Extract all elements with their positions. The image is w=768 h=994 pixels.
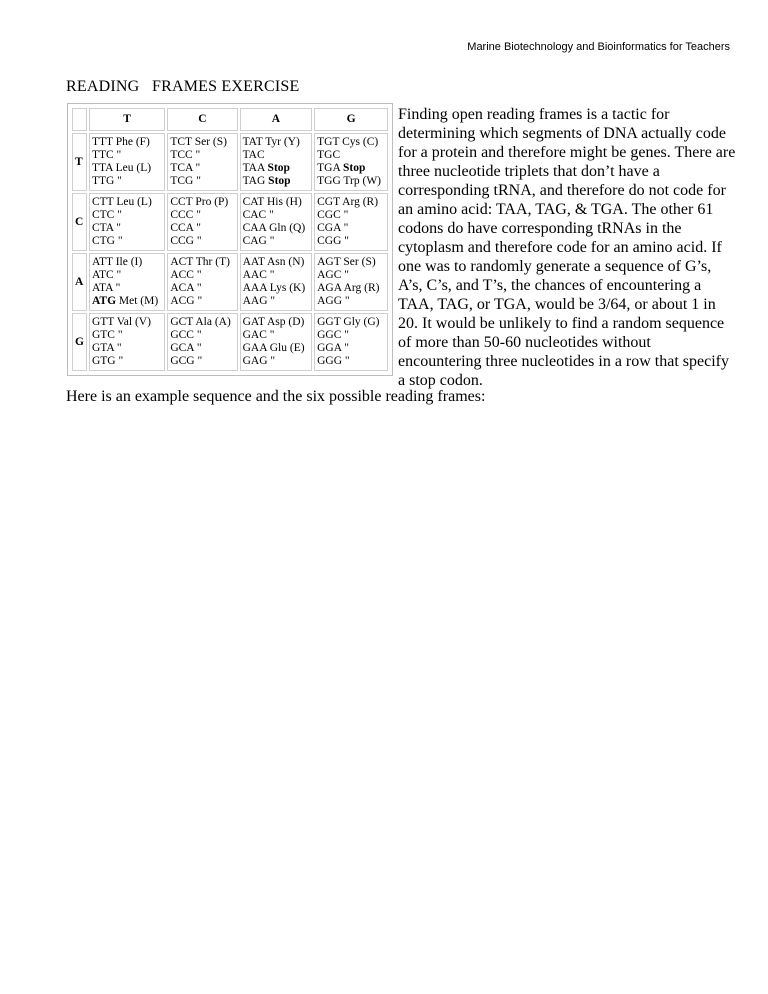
codon-entry (243, 222, 310, 235)
codon-text: CCA " (170, 222, 201, 234)
codon-table-row (72, 313, 388, 371)
codon-text: ACG " (170, 295, 203, 307)
codon-text: GAA Glu (E) (242, 342, 305, 354)
codon-text: Met (M) (116, 295, 159, 307)
codon-text: CCT Pro (P) (170, 196, 229, 208)
codon-entry (92, 162, 162, 175)
codon-text: TGG Trp (W) (317, 175, 381, 187)
codon-text: CAG " (242, 235, 275, 247)
codon-text: GCT Ala (A) (170, 316, 231, 328)
codon-table (70, 106, 390, 373)
column-header: T (89, 108, 165, 131)
codon-text: GCG " (170, 355, 203, 367)
codon-text: ATC " (91, 269, 122, 281)
codon-cell (240, 313, 313, 371)
codon-text: TAC (242, 149, 265, 161)
codon-entry (170, 235, 234, 248)
codon-text: GGT Gly (G) (317, 316, 380, 328)
codon-table-container (67, 103, 393, 376)
row-header: T (72, 133, 87, 191)
intro-paragraph: Finding open reading frames is a tactic for determining which segments of DNA actually code for a protein and therefore might be genes. There are three nucleotide triplets that don’t have a corresponding tRNA, and therefore do not code for an amino acid: TAA, TAG, & TGA. The other 61 codons do have corresponding tRNAs in the cytoplasm and therefore code for an amino acid. If one was to randomly generate a sequence of G’s, A’s, C’s, and T’s, the chances of encountering a TAA, TAG, or TGA, would be 3/64, or about 1 in 20. It would be unlikely to find a random sequence of more than 50-60 nucleotides without encountering three nucleotides in a row that specify a stop codon. (398, 106, 736, 389)
codon-entry (243, 162, 310, 175)
codon-text: AAA Lys (K) (242, 282, 306, 294)
codon-entry (92, 235, 162, 248)
codon-entry (170, 162, 234, 175)
row-header: G (72, 313, 87, 371)
codon-text: ATT Ile (I) (91, 256, 143, 268)
codon-entry (170, 196, 234, 209)
codon-cell (167, 193, 237, 251)
column-header: G (314, 108, 388, 131)
codon-entry (92, 196, 162, 209)
codon-entry (317, 269, 385, 282)
codon-text: GAT Asp (D) (242, 316, 305, 328)
codon-entry (243, 295, 310, 308)
example-paragraph: Here is an example sequence and the six possible reading frames: (66, 388, 486, 405)
row-header: C (72, 193, 87, 251)
codon-entry (243, 175, 310, 188)
codon-entry (170, 329, 234, 342)
codon-text: CAT His (H) (242, 196, 302, 208)
codon-cell (314, 193, 388, 251)
codon-entry (317, 329, 385, 342)
codon-entry (170, 222, 234, 235)
codon-text: GCA " (170, 342, 202, 354)
start-codon-label: ATG (91, 295, 117, 307)
codon-entry (317, 175, 385, 188)
codon-text: AGA Arg (R) (317, 282, 380, 294)
codon-text: GAG " (242, 355, 276, 367)
codon-cell (240, 193, 313, 251)
codon-cell (314, 313, 388, 371)
codon-text: AGG " (317, 295, 350, 307)
codon-text: TGT Cys (C) (317, 136, 379, 148)
codon-cell (240, 253, 313, 311)
codon-entry (92, 329, 162, 342)
codon-text: CGA " (317, 222, 349, 234)
codon-text: AAT Asn (N) (242, 256, 305, 268)
codon-entry (317, 295, 385, 308)
codon-entry (243, 342, 310, 355)
codon-entry (170, 256, 234, 269)
codon-table-row (72, 193, 388, 251)
codon-entry (243, 269, 310, 282)
stop-label: Stop (268, 175, 291, 187)
codon-entry (317, 196, 385, 209)
column-header: C (167, 108, 237, 131)
codon-text: TTG " (91, 175, 122, 187)
codon-cell (89, 193, 165, 251)
codon-text: ACC " (170, 269, 202, 281)
codon-entry (317, 149, 385, 162)
codon-entry (317, 162, 385, 175)
codon-text: TCC " (170, 149, 201, 161)
codon-entry (170, 342, 234, 355)
codon-cell (167, 313, 237, 371)
codon-entry (243, 329, 310, 342)
codon-text: AGT Ser (S) (317, 256, 376, 268)
codon-text: CAC " (242, 209, 274, 221)
stop-label: Stop (267, 162, 290, 174)
codon-text: TTT Phe (F) (91, 136, 150, 148)
codon-entry (92, 222, 162, 235)
codon-entry (170, 149, 234, 162)
codon-table-header-row (72, 108, 388, 131)
codon-entry (170, 136, 234, 149)
codon-text: TGC (317, 149, 341, 161)
codon-entry (170, 295, 234, 308)
codon-entry (243, 209, 310, 222)
codon-text: CTA " (91, 222, 121, 234)
codon-text: CGC " (317, 209, 349, 221)
codon-text: GTT Val (V) (91, 316, 151, 328)
codon-entry (92, 256, 162, 269)
codon-entry (92, 175, 162, 188)
codon-entry (92, 342, 162, 355)
codon-entry (317, 342, 385, 355)
codon-entry (92, 316, 162, 329)
codon-cell (89, 313, 165, 371)
stop-label: Stop (342, 162, 366, 174)
codon-entry (243, 235, 310, 248)
codon-entry (317, 235, 385, 248)
codon-entry (243, 355, 310, 368)
codon-text: GTA " (91, 342, 122, 354)
codon-text: CAA Gln (Q) (242, 222, 306, 234)
codon-entry (92, 149, 162, 162)
codon-text: TAT Tyr (Y) (242, 136, 300, 148)
codon-entry (92, 269, 162, 282)
codon-entry (92, 282, 162, 295)
codon-entry (170, 355, 234, 368)
codon-text: CTT Leu (L) (91, 196, 152, 208)
codon-text: TCG " (170, 175, 201, 187)
codon-text: GGG " (317, 355, 350, 367)
codon-cell (89, 133, 165, 191)
codon-text: AAG " (242, 295, 276, 307)
codon-cell (314, 133, 388, 191)
codon-text: ACT Thr (T) (170, 256, 230, 268)
codon-cell (167, 253, 237, 311)
codon-text: GAC " (242, 329, 275, 341)
codon-text: CGT Arg (R) (317, 196, 379, 208)
codon-cell (167, 133, 237, 191)
codon-text: AAC " (242, 269, 275, 281)
row-header: A (72, 253, 87, 311)
codon-text: TGA (317, 162, 343, 174)
codon-text: TAG (242, 175, 269, 187)
codon-entry (317, 209, 385, 222)
codon-text: GCC " (170, 329, 202, 341)
codon-text: GTG " (91, 355, 124, 367)
codon-entry (92, 355, 162, 368)
codon-text: GGC " (317, 329, 349, 341)
codon-text: CTC " (91, 209, 122, 221)
codon-entry (170, 175, 234, 188)
codon-entry (170, 316, 234, 329)
codon-cell (89, 253, 165, 311)
codon-text: CCG " (170, 235, 202, 247)
codon-entry (243, 196, 310, 209)
codon-cell (314, 253, 388, 311)
codon-entry (243, 136, 310, 149)
codon-text: ACA " (170, 282, 202, 294)
codon-entry (317, 222, 385, 235)
codon-entry (317, 256, 385, 269)
codon-entry (170, 282, 234, 295)
codon-text: GGA " (317, 342, 349, 354)
codon-entry (170, 269, 234, 282)
codon-entry (243, 282, 310, 295)
codon-entry (92, 295, 162, 308)
codon-text: TAA (242, 162, 268, 174)
page-header: Marine Biotechnology and Bioinformatics for Teachers (467, 41, 730, 53)
codon-entry (317, 136, 385, 149)
column-header: A (240, 108, 313, 131)
codon-text: GTC " (91, 329, 123, 341)
codon-entry (317, 355, 385, 368)
codon-text: CTG " (91, 235, 123, 247)
codon-text: TTC " (91, 149, 122, 161)
codon-table-row (72, 253, 388, 311)
codon-text: ATA " (91, 282, 121, 294)
codon-entry (92, 136, 162, 149)
codon-entry (243, 316, 310, 329)
page-title: READING FRAMES EXERCISE (66, 78, 300, 95)
codon-entry (92, 209, 162, 222)
codon-text: CCC " (170, 209, 201, 221)
codon-table-corner (72, 108, 87, 131)
codon-text: TTA Leu (L) (91, 162, 152, 174)
codon-entry (243, 256, 310, 269)
codon-text: TCA " (170, 162, 201, 174)
codon-text: TCT Ser (S) (170, 136, 227, 148)
codon-text: AGC " (317, 269, 349, 281)
codon-table-row (72, 133, 388, 191)
codon-cell (240, 133, 313, 191)
codon-entry (170, 209, 234, 222)
codon-entry (243, 149, 310, 162)
codon-text: CGG " (317, 235, 349, 247)
codon-entry (317, 282, 385, 295)
codon-entry (317, 316, 385, 329)
